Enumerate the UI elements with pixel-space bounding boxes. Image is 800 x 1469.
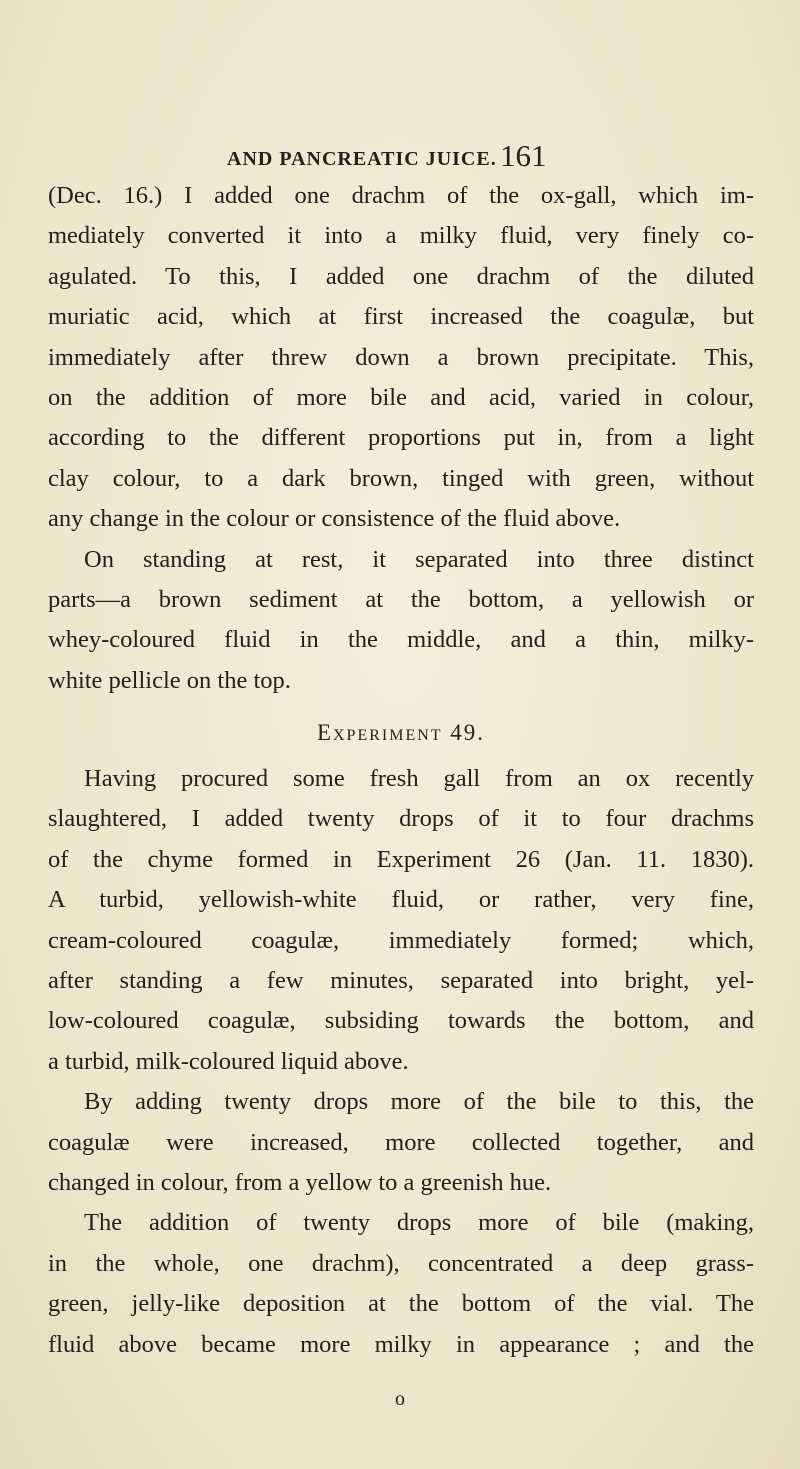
text-line: clay colour, to a dark brown, tinged with green, without xyxy=(48,464,754,492)
paragraph-adding xyxy=(48,1082,754,1203)
text-line: cream-coloured coagulæ, immediately formed; which, xyxy=(48,926,754,954)
text-line: on the addition of more bile and acid, varied in colour, xyxy=(48,383,754,411)
text-line: agulated. To this, I added one drachm of the diluted xyxy=(48,262,754,290)
text-line: low-coloured coagulæ, subsiding towards the bottom, and xyxy=(48,1007,754,1035)
text-line: coagulæ were increased, more collected together, and xyxy=(48,1128,754,1156)
signature-mark: o xyxy=(395,1388,405,1410)
page-number: 161 xyxy=(500,138,547,173)
text-line: any change in the colour or consistence of the fluid above. xyxy=(48,505,621,533)
text-line: white pellicle on the top. xyxy=(48,666,291,694)
text-line: The addition of twenty drops more of bile (making, xyxy=(84,1209,754,1237)
text-line: By adding twenty drops more of the bile to this, the xyxy=(84,1088,754,1116)
body-text xyxy=(48,176,754,1365)
text-line: a turbid, milk-coloured liquid above. xyxy=(48,1047,409,1075)
text-line: immediately after threw down a brown precipitate. This, xyxy=(48,343,754,371)
text-line: after standing a few minutes, separated into bright, yel- xyxy=(48,967,754,995)
text-line: in the whole, one drachm), concentrated a deep grass- xyxy=(48,1249,754,1277)
text-line: changed in colour, from a yellow to a greenish hue. xyxy=(48,1168,552,1196)
running-title: AND PANCREATIC JUICE. xyxy=(227,148,497,170)
section-heading: Experiment 49. xyxy=(316,720,486,746)
text-line: muriatic acid, which at first increased the coagulæ, but xyxy=(48,303,754,331)
text-line: fluid above became more milky in appearance ; and the xyxy=(48,1330,754,1358)
paragraph-procured xyxy=(48,759,754,1082)
paragraph-dec-16 xyxy=(48,176,754,540)
text-line: mediately converted it into a milky fluid, very finely co- xyxy=(48,222,754,250)
running-head xyxy=(0,138,800,178)
text-line: (Dec. 16.) I added one drachm of the ox-gall, which im- xyxy=(48,182,754,209)
text-line: parts—a brown sediment at the bottom, a yellowish or xyxy=(48,585,754,613)
text-line: whey-coloured fluid in the middle, and a thin, milky- xyxy=(48,626,754,654)
text-line: according to the different proportions put in, from a light xyxy=(48,424,754,452)
text-line: On standing at rest, it separated into three distinct xyxy=(84,545,754,573)
text-line: of the chyme formed in Experiment 26 (Jan. 11. 1830). xyxy=(48,845,754,873)
text-line: green, jelly-like deposition at the bottom of the vial. The xyxy=(48,1290,754,1318)
paragraph-standing xyxy=(48,540,754,702)
text-line: slaughtered, I added twenty drops of it to four drachms xyxy=(48,805,754,833)
paragraph-addition xyxy=(48,1203,754,1365)
text-line: A turbid, yellowish-white fluid, or rather, very fine, xyxy=(48,886,754,914)
text-line: Having procured some fresh gall from an ox recently xyxy=(84,765,754,793)
